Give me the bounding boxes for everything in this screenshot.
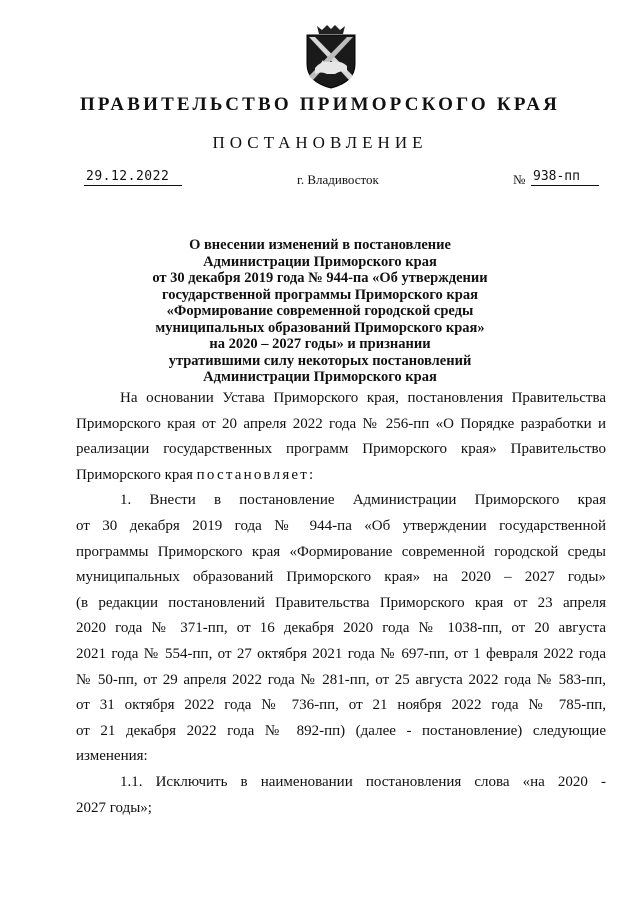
body-line: муниципальных образований Приморского края» на 2020 – 2027 годы»	[76, 569, 606, 586]
body-line: от 30 декабря 2019 года № 944-па «Об утверждении государственной	[76, 517, 606, 534]
heading-line: «Формирование современной городской среды	[166, 303, 474, 319]
heading-line: Администрации Приморского края	[203, 253, 437, 270]
heading-line: муниципальных образований Приморского края»	[155, 319, 485, 336]
heading-line: Администрации Приморского края	[203, 369, 437, 385]
body-line	[76, 463, 606, 489]
body-line: 1.1. Исключить в наименовании постановления слова «на 2020 -	[120, 773, 606, 790]
decree-word: постановляет:	[196, 466, 316, 483]
heading-line: от 30 декабря 2019 года № 944-па «Об утверждении	[152, 270, 488, 286]
document-number: 938-пп	[531, 169, 599, 186]
coat-of-arms-icon	[301, 24, 361, 90]
paragraph-item-1	[76, 488, 606, 770]
body-line: 1. Внести в постановление Администрации Приморского края	[120, 492, 606, 509]
body-line: изменения:	[76, 748, 148, 765]
document-number-block	[513, 169, 599, 187]
paragraph-basis	[76, 386, 606, 488]
body-line: от 21 декабря 2022 года № 892-пп) (далее - постановление) следующие	[76, 722, 606, 739]
heading-line: на 2020 – 2027 годы» и признании	[209, 336, 431, 352]
body-line: 2021 года № 554-пп, от 27 октября 2021 года № 697-пп, от 1 февраля 2022 года	[76, 645, 606, 662]
paragraph-item-1-1	[76, 770, 606, 821]
number-sign: №	[513, 172, 526, 187]
document-heading	[100, 237, 540, 386]
body-line: № 50-пп, от 29 апреля 2022 года № 281-пп, от 25 августа 2022 года № 583-пп,	[76, 671, 606, 688]
body-line: 2020 года № 371-пп, от 16 декабря 2020 года № 1038-пп, от 20 августа	[76, 620, 606, 637]
document-body	[76, 386, 606, 821]
body-line: На основании Устава Приморского края, постановления Правительства	[120, 390, 606, 406]
document-date: 29.12.2022	[84, 169, 182, 186]
heading-line: О внесении изменений в постановление	[189, 237, 451, 253]
heading-line: государственной программы Приморского края	[162, 286, 478, 303]
body-line: реализации государственных программ Приморского края» Правительство	[76, 441, 606, 458]
government-title: ПРАВИТЕЛЬСТВО ПРИМОРСКОГО КРАЯ	[79, 94, 561, 115]
document-type: ПОСТАНОВЛЕНИЕ	[212, 133, 428, 152]
body-line: Приморского края от 20 апреля 2022 года № 256-пп «О Порядке разработки и	[76, 415, 606, 432]
heading-line: утратившими силу некоторых постановлений	[168, 352, 472, 369]
body-line: 2027 годы»;	[76, 799, 152, 816]
body-line-text: Приморского края	[76, 466, 193, 483]
document-city: г. Владивосток	[297, 172, 379, 187]
body-line: программы Приморского края «Формирование современной городской среды	[76, 543, 606, 560]
body-line: (в редакции постановлений Правительства Приморского края от 23 апреля	[76, 594, 606, 611]
body-line: от 31 октября 2022 года № 736-пп, от 21 ноября 2022 года № 785-пп,	[76, 697, 606, 714]
